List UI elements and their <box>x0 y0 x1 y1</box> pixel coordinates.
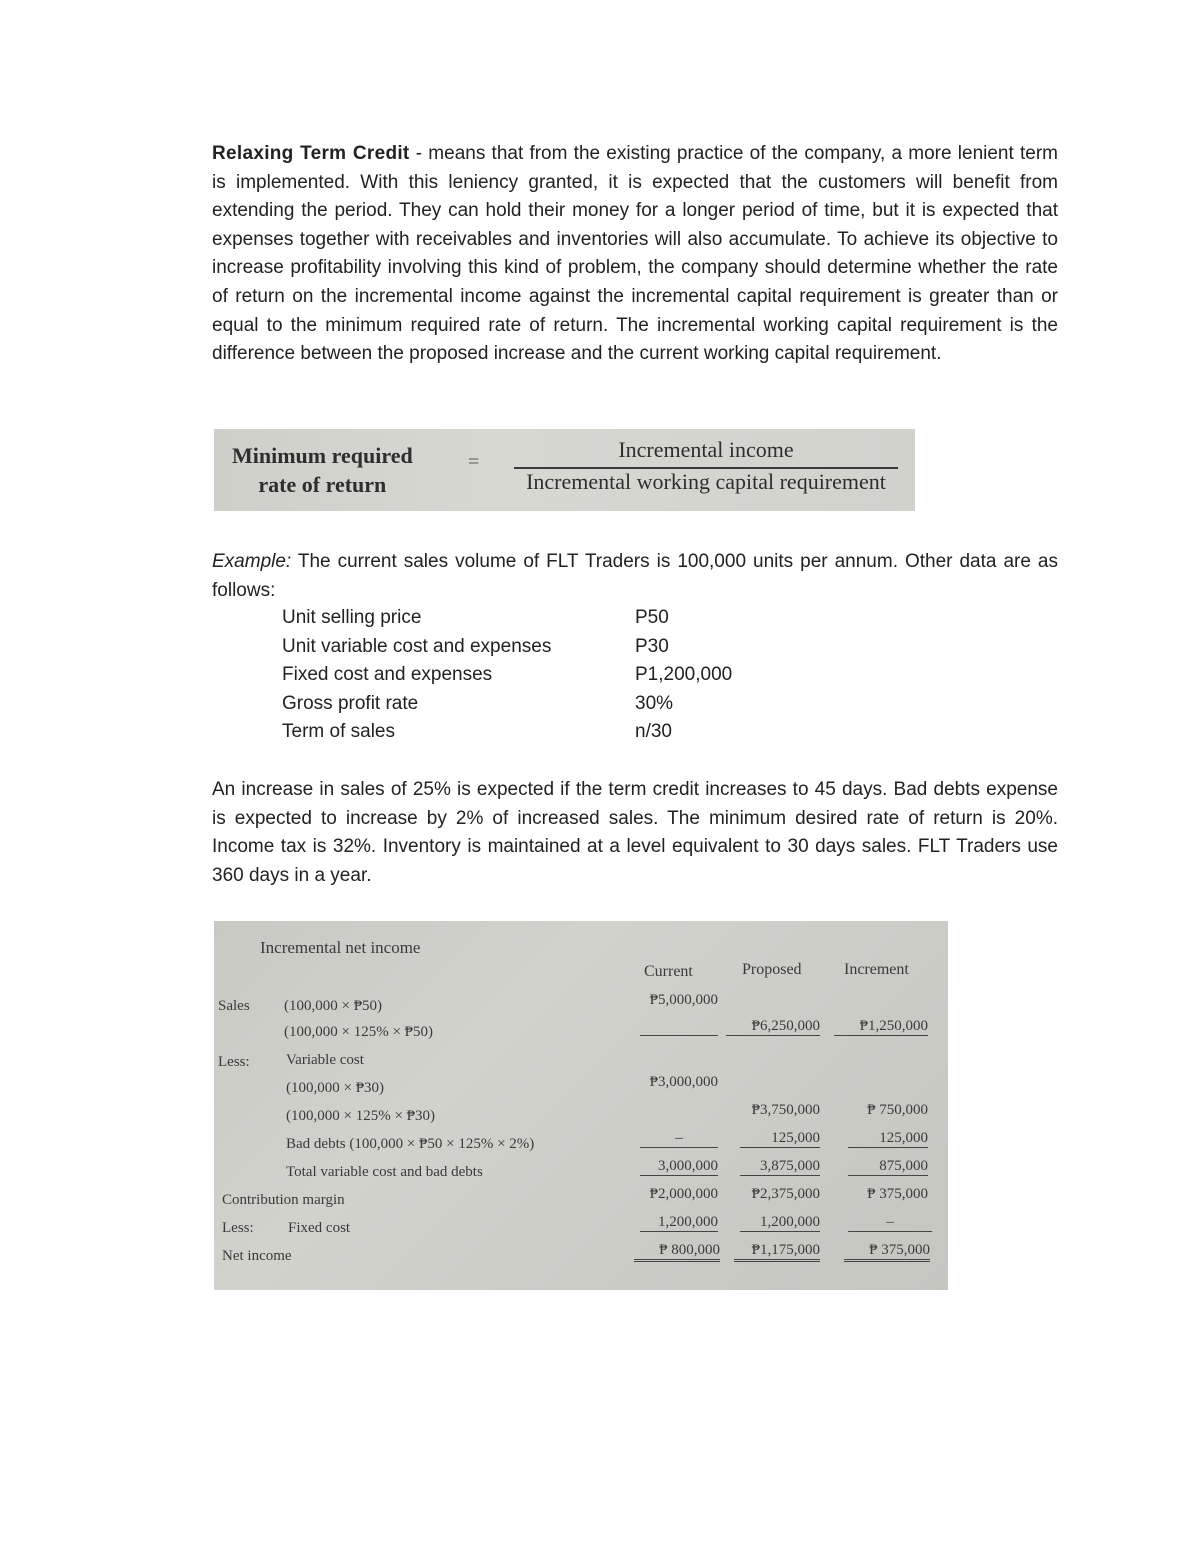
vc-proposed: ₱3,750,000 <box>751 1102 820 1118</box>
formula-lhs-line1: Minimum required <box>232 443 413 468</box>
data-label: Unit variable cost and expenses <box>282 635 552 657</box>
data-row <box>282 718 835 747</box>
fixed-proposed: 1,200,000 <box>740 1213 820 1232</box>
formula-image <box>214 429 915 511</box>
example-label: Example: <box>212 551 292 572</box>
cm-increment: ₱ 375,000 <box>867 1186 928 1202</box>
sales-proposed: ₱6,250,000 <box>726 1017 820 1036</box>
data-row <box>282 604 835 633</box>
cm-proposed: ₱2,375,000 <box>751 1186 820 1202</box>
header-proposed: Proposed <box>742 961 802 978</box>
total-vc-current: 3,000,000 <box>640 1157 718 1176</box>
ni-proposed: ₱1,175,000 <box>734 1241 820 1262</box>
cm-current: ₱2,000,000 <box>649 1186 718 1202</box>
data-row <box>282 690 835 719</box>
intro-text: - means that from the existing practice of the company, a more lenient term is implemented. With this leniency granted, it is expected that the customers will benefit from extending the period. They can hold their money for a longer period of time, but it is expected that expenses together with receivables and inventories will also accumulate. To achieve its objective to increase profitability involving this kind of problem, the company should determine whether the rate of return on the incremental income against the incremental capital requirement is greater than or equal to the minimum required rate of return. The incremental working capital requirement is the difference between the proposed increase and the current working capital requirement. <box>212 143 1058 365</box>
example-text: The current sales volume of FLT Traders is 100,000 units per annum. Other data are as follows: <box>212 551 1058 601</box>
scenario-paragraph: An increase in sales of 25% is expected if the term credit increases to 45 days. Bad debts expense is expected to increase by 2% of increased sales. The minimum desired rate of return is 20%. Income tax is 32%. Inventory is maintained at a level equivalent to 30 days sales. FLT Traders use 360 days in a year. <box>212 779 1058 886</box>
data-value: n/30 <box>635 721 672 743</box>
variable-cost-label: Variable cost <box>286 1052 364 1068</box>
table-title: Incremental net income <box>260 938 421 957</box>
data-row <box>282 661 835 690</box>
header-increment: Increment <box>844 961 909 978</box>
formula-equals: = <box>468 451 480 473</box>
bad-debts-increment: 125,000 <box>848 1129 928 1148</box>
fixed-less-label: Less: <box>222 1220 254 1236</box>
vc-increment: ₱ 750,000 <box>867 1102 928 1118</box>
formula-lhs <box>232 441 413 499</box>
data-row <box>282 633 835 662</box>
data-value: 30% <box>635 692 674 714</box>
bad-debts-current: – <box>640 1129 718 1148</box>
data-label: Gross profit rate <box>282 692 419 714</box>
data-label: Unit selling price <box>282 607 422 628</box>
fixed-increment: – <box>848 1213 932 1232</box>
ni-current: ₱ 800,000 <box>634 1241 720 1262</box>
data-value: P1,200,000 <box>635 664 733 686</box>
bad-debts-desc: Bad debts (100,000 × ₱50 × 125% × 2%) <box>286 1136 535 1152</box>
data-label: Term of sales <box>282 721 395 743</box>
sales-current: ₱5,000,000 <box>649 992 718 1008</box>
sales-current-blank <box>640 1021 718 1036</box>
vc-current: ₱3,000,000 <box>649 1074 718 1090</box>
sales-proposed-desc: (100,000 × 125% × ₱50) <box>284 1024 433 1040</box>
less-label: Less: <box>218 1054 250 1070</box>
fixed-label: Fixed cost <box>288 1220 351 1236</box>
bad-debts-proposed: 125,000 <box>740 1129 820 1148</box>
ni-label: Net income <box>222 1248 292 1264</box>
formula-lhs-line2: rate of return <box>258 472 387 497</box>
formula-denominator: Incremental working capital requirement <box>526 469 886 494</box>
sales-increment: ₱1,250,000 <box>834 1017 928 1036</box>
header-current: Current <box>644 963 693 980</box>
fixed-current: 1,200,000 <box>640 1213 718 1232</box>
example-data-list <box>282 604 835 747</box>
total-vc-increment: 875,000 <box>848 1157 928 1176</box>
income-table-image <box>214 921 948 1290</box>
cm-label: Contribution margin <box>222 1192 345 1208</box>
term-heading: Relaxing Term Credit <box>212 143 410 164</box>
data-value: P50 <box>635 607 669 628</box>
vc-current-desc: (100,000 × ₱30) <box>286 1080 385 1096</box>
total-vc-proposed: 3,875,000 <box>740 1157 820 1176</box>
data-label: Fixed cost and expenses <box>282 664 493 686</box>
sales-label: Sales <box>218 998 250 1014</box>
example-paragraph <box>212 548 1058 605</box>
intro-paragraph <box>212 140 1058 369</box>
ni-increment: ₱ 375,000 <box>844 1241 930 1262</box>
sales-current-desc: (100,000 × ₱50) <box>284 998 383 1014</box>
total-vc-desc: Total variable cost and bad debts <box>286 1164 483 1180</box>
formula-numerator: Incremental income <box>618 437 794 462</box>
vc-proposed-desc: (100,000 × 125% × ₱30) <box>286 1108 435 1124</box>
data-value: P30 <box>635 635 669 657</box>
